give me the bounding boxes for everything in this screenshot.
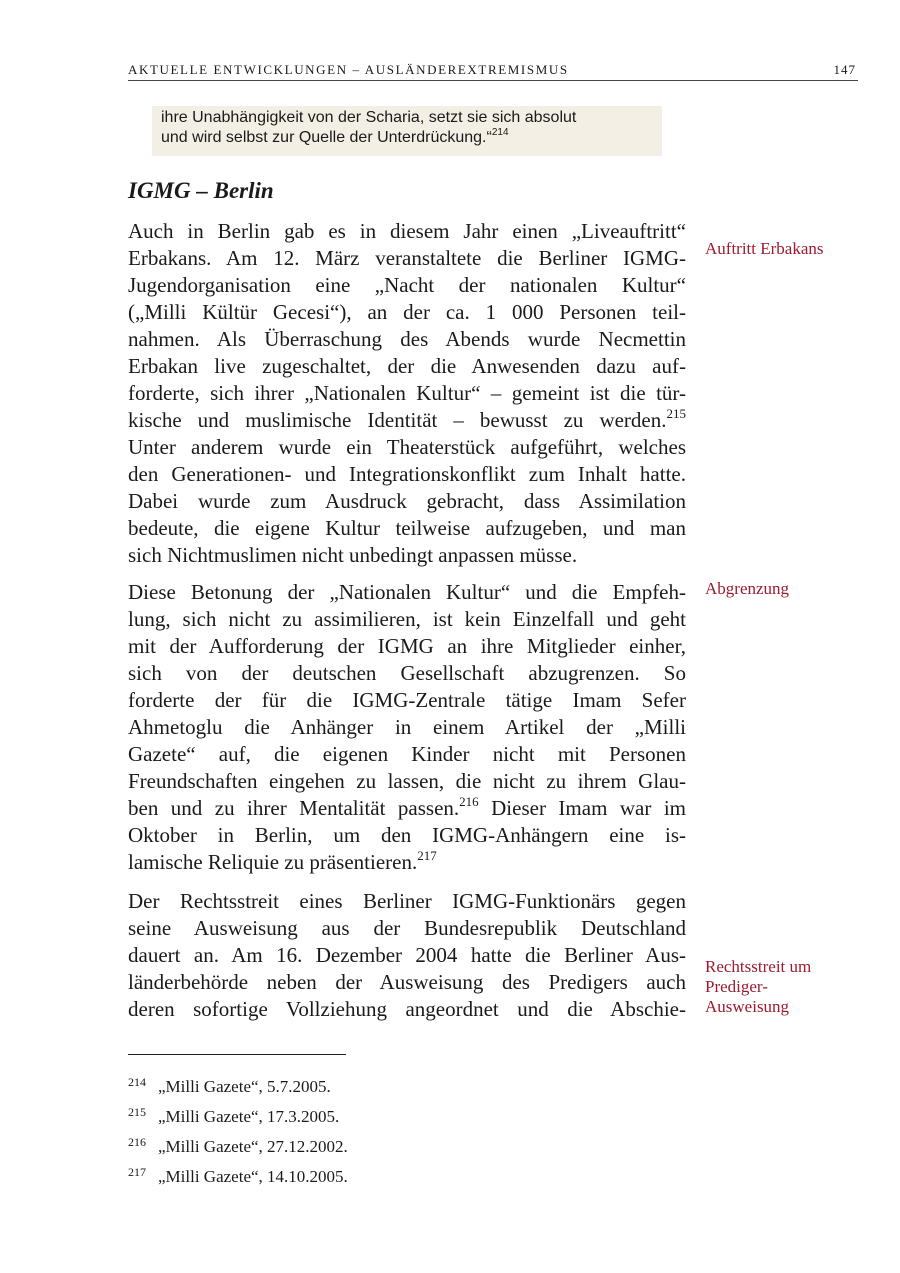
- margin-note-line: Rechtsstreit um: [705, 957, 812, 976]
- margin-note: [705, 957, 811, 1017]
- footnote-text: „Milli Gazete“, 14.10.2005.: [158, 1167, 348, 1186]
- body-line: forderte, sich ihrer „Nationalen Kultur“ – gemeint ist die tür-: [128, 381, 686, 405]
- body-line: nahmen. Als Überraschung des Abends wurde Necmettin: [128, 327, 686, 351]
- body-line: Oktober in Berlin, um den IGMG-Anhängern eine is-: [128, 823, 686, 847]
- body-line: [128, 795, 686, 822]
- body-line: mit der Aufforderung der IGMG an ihre Mitglieder einher,: [128, 634, 686, 658]
- line-text: kische und muslimische Identität – bewusst zu werden.: [128, 408, 667, 432]
- body-line: länderbehörde neben der Ausweisung des Predigers auch: [128, 970, 686, 994]
- body-line: Jugendorganisation eine „Nacht der nationalen Kultur“: [128, 273, 686, 297]
- quote-box: [152, 106, 662, 156]
- footnote-ref: 215: [666, 406, 686, 421]
- quote-line: [161, 128, 509, 148]
- body-line: [128, 407, 686, 434]
- body-line: Gazete“ auf, die eigenen Kinder nicht mit Personen: [128, 742, 686, 766]
- body-line: Diese Betonung der „Nationalen Kultur“ und die Empfeh-: [128, 580, 686, 604]
- footnote-text: „Milli Gazete“, 27.12.2002.: [158, 1137, 348, 1156]
- margin-note: [705, 579, 789, 599]
- line-text: Dieser Imam war im: [478, 796, 686, 820]
- footnote-text: „Milli Gazete“, 17.3.2005.: [158, 1107, 340, 1126]
- footnote-ref: 216: [459, 794, 479, 809]
- section-heading: IGMG – Berlin: [128, 178, 274, 203]
- body-line: Der Rechtsstreit eines Berliner IGMG-Funktionärs gegen: [128, 889, 686, 913]
- body-line: Dabei wurde zum Ausdruck gebracht, dass Assimilation: [128, 489, 686, 513]
- body-line: dauert an. Am 16. Dezember 2004 hatte die Berliner Aus-: [128, 943, 686, 967]
- margin-note-line: Prediger-: [705, 977, 768, 996]
- body-line: forderte der für die IGMG-Zentrale tätige Imam Sefer: [128, 688, 686, 712]
- body-line: den Generationen- und Integrationskonflikt zum Inhalt hatte.: [128, 462, 686, 486]
- body-line: Erbakan live zugeschaltet, der die Anwesenden dazu auf-: [128, 354, 686, 378]
- body-line: Erbakans. Am 12. März veranstaltete die Berliner IGMG-: [128, 246, 686, 270]
- line-text: ben und zu ihrer Mentalität passen.: [128, 796, 460, 820]
- page-number: 147: [833, 62, 856, 77]
- margin-note: [705, 239, 824, 259]
- body-line: Unter anderem wurde ein Theaterstück aufgeführt, welches: [128, 435, 686, 459]
- footnote-number: 215: [128, 1105, 146, 1119]
- running-header: [128, 62, 858, 81]
- line-text: lamische Reliquie zu präsentieren.: [128, 850, 418, 874]
- quote-text: ihre Unabhängigkeit von der Scharia, setzt sie sich absolut: [161, 109, 577, 126]
- footnote-rule: [128, 1054, 346, 1055]
- quote-text: und wird selbst zur Quelle der Unterdrückung.“: [161, 129, 492, 146]
- quote-line: [161, 108, 576, 128]
- footnote-text: „Milli Gazete“, 5.7.2005.: [158, 1077, 331, 1096]
- footnote-number: 214: [128, 1075, 146, 1089]
- body-line: sich von der deutschen Gesellschaft abzugrenzen. So: [128, 661, 686, 685]
- body-line: Ahmetoglu die Anhänger in einem Artikel der „Milli: [128, 715, 686, 739]
- margin-note-line: Ausweisung: [705, 997, 790, 1016]
- body-line: bedeute, die eigene Kultur teilweise aufzugeben, und man: [128, 516, 686, 540]
- footnote-ref: 217: [417, 848, 437, 863]
- body-line: sich Nichtmuslimen nicht unbedingt anpassen müsse.: [128, 543, 578, 567]
- body-line: deren sofortige Vollziehung angeordnet und die Abschie-: [128, 997, 686, 1021]
- body-line: seine Ausweisung aus der Bundesrepublik Deutschland: [128, 916, 686, 940]
- header-title: AKTUELLE ENTWICKLUNGEN – AUSLÄNDEREXTREMISMUS: [128, 62, 569, 77]
- body-line: [128, 849, 686, 876]
- margin-note-line: Auftritt Erbakans: [705, 239, 824, 258]
- footnote-ref: 214: [491, 127, 509, 138]
- body-line: Freundschaften eingehen zu lassen, die nicht zu ihrem Glau-: [128, 769, 686, 793]
- footnote-number: 216: [128, 1135, 146, 1149]
- margin-note-line: Abgrenzung: [705, 579, 790, 598]
- body-line: („Milli Kültür Gecesi“), an der ca. 1 000 Personen teil-: [128, 300, 686, 324]
- body-line: lung, sich nicht zu assimilieren, ist kein Einzelfall und geht: [128, 607, 686, 631]
- footnote-number: 217: [128, 1165, 146, 1179]
- body-line: Auch in Berlin gab es in diesem Jahr einen „Liveauftritt“: [128, 219, 686, 243]
